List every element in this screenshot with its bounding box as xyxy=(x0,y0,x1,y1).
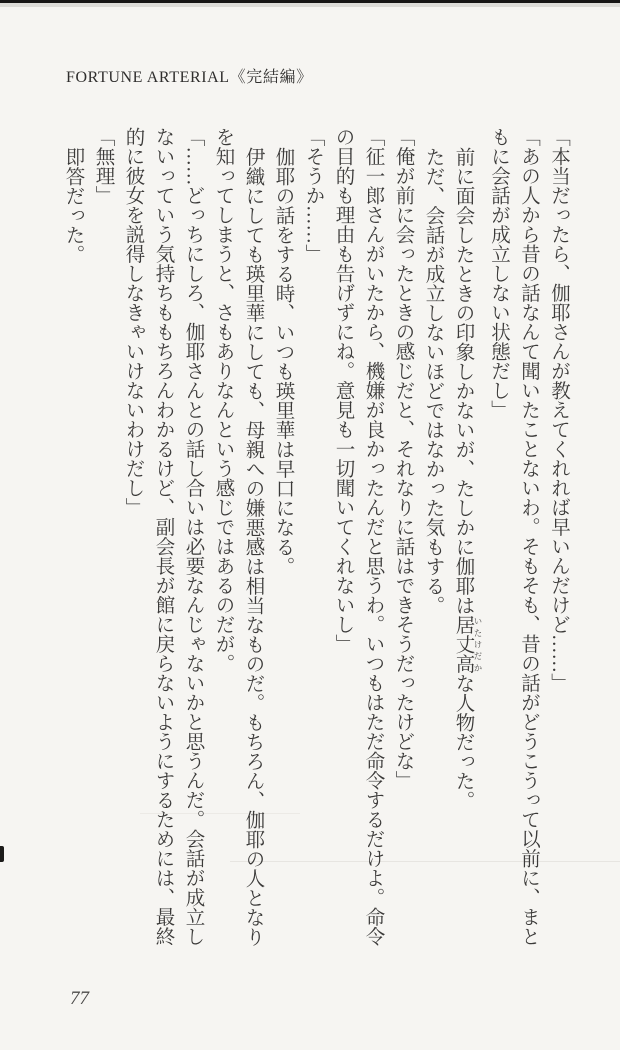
paragraph: 前に面会したときの印象しかないが、たしかに伽耶は居丈高 いたけだかな人物だった。 xyxy=(452,146,483,810)
paragraph: 「……どっちにしろ、伽耶さんとの話し合いは必要なんじゃないかと思うんだ。会話が成立しないっていう気持ちももちろんわかるけど、副会長が館に戻らないようにするためには、最終的に彼女を説得しなきゃいけないわけだし」 xyxy=(122,127,204,946)
paragraph: 伽耶の話をする時、いつも瑛里華は早口になる。 xyxy=(272,146,294,576)
paragraph: 「そうか……」 xyxy=(302,127,324,264)
paragraph: 即答だった。 xyxy=(62,146,84,264)
scan-left-mark xyxy=(0,846,4,862)
paragraph: 「俺が前に会ったときの感じだと、それなりに話はできそうだったけどな」 xyxy=(392,127,414,790)
paragraph: 伊織にしても瑛里華にしても、母親への嫌悪感は相当なものだ。もちろん、伽耶の人となりを知ってしまうと、さもありなんという感じではあるのだが。 xyxy=(212,127,264,946)
furigana-term: 居丈高 いたけだか xyxy=(452,614,483,673)
paragraph: 「あの人から昔の話なんて聞いたことないわ。そもそも、昔の話がどうこうって以前に、まともに会話が成立しない状態だし」 xyxy=(488,127,539,946)
paragraph: 「征一郎さんがいたから、機嫌が良かったんだと思うわ。いつもはただ命令するだけよ。命令の目的も理由も告げずにね。意見も一切聞いてくれないし」 xyxy=(332,127,384,946)
body-text xyxy=(58,127,574,946)
page-number: 77 xyxy=(70,988,89,1009)
scan-top-shade xyxy=(0,3,620,7)
paragraph: 「本当だったら、伽耶さんが教えてくれれば早いんだけど……」 xyxy=(548,127,569,693)
paragraph: 「無理」 xyxy=(92,127,114,205)
paragraph: ただ、会話が成立しないほどではなかった気もする。 xyxy=(422,146,444,615)
running-header: FORTUNE ARTERIAL《完結編》 xyxy=(66,69,313,86)
